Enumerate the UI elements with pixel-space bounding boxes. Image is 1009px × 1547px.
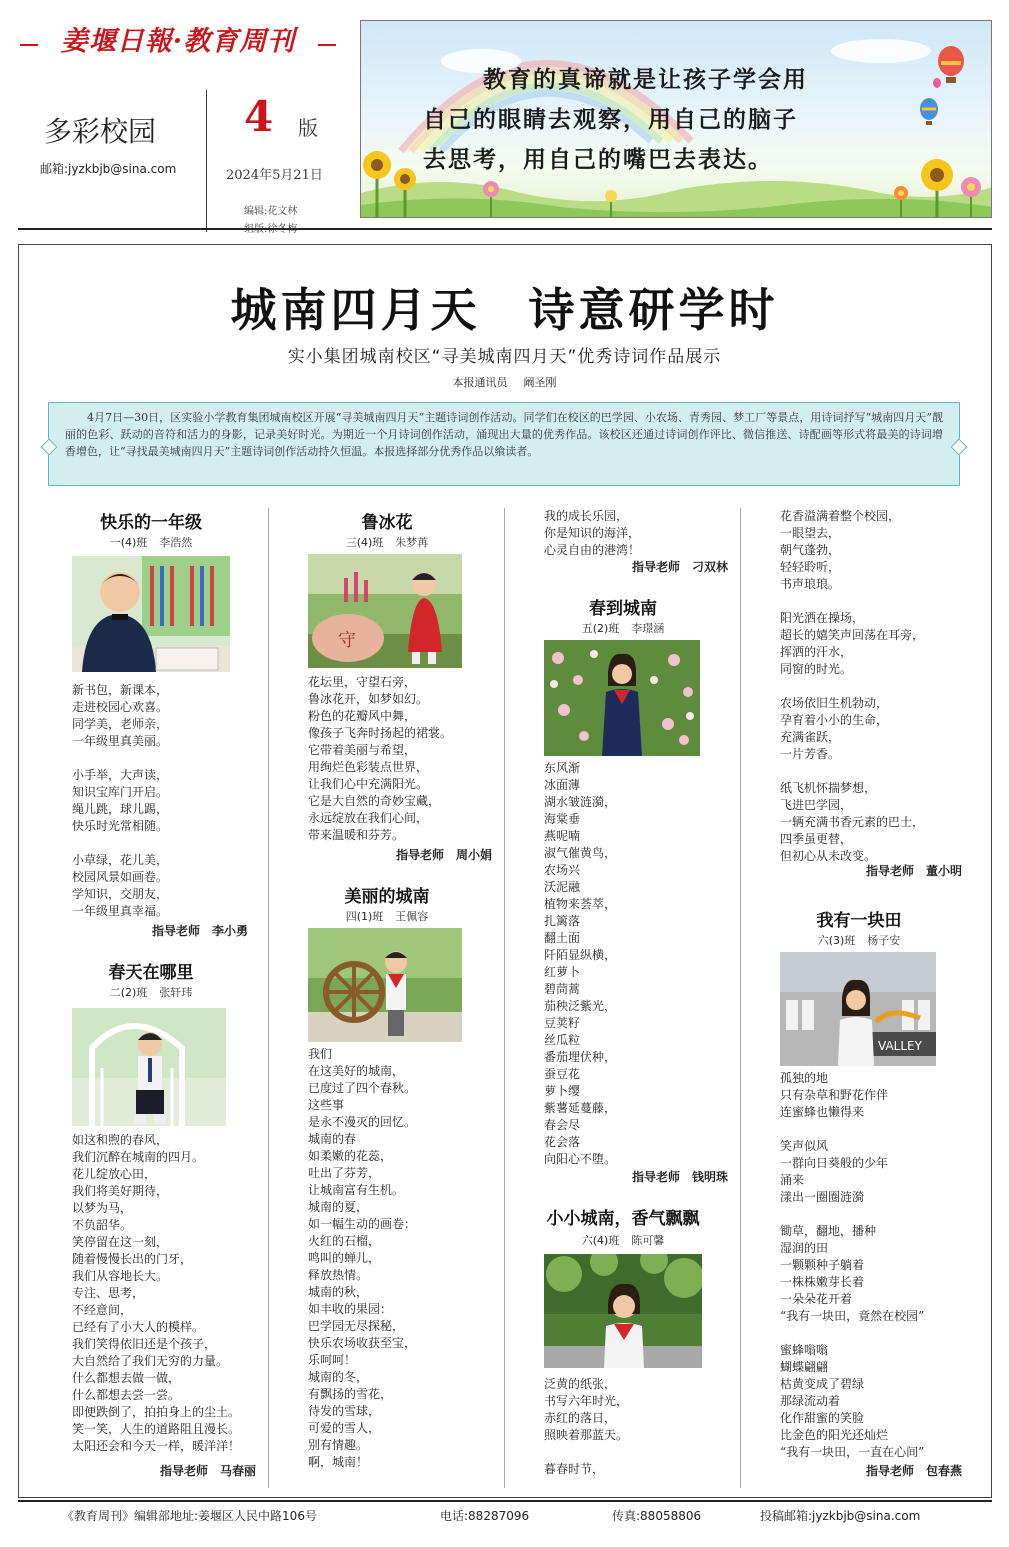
poem-line: 鸣叫的蝉儿，: [308, 1251, 381, 1265]
poem-line: 它是大自然的奇妙宝藏，: [308, 794, 441, 808]
poem-class: 二(2)班: [109, 986, 148, 999]
poem-title: 春天在哪里: [108, 963, 194, 983]
poem-line: 翻土面: [544, 931, 581, 945]
poem-line: 随着慢慢长出的门牙，: [72, 1252, 193, 1266]
poem-meta: [40, 984, 262, 1000]
quote-banner: [360, 20, 992, 218]
stanza-gap: [72, 750, 168, 767]
poem-line: 湿润的田: [780, 1241, 829, 1255]
balloon-icon: [938, 46, 964, 83]
teacher-label: 指导老师: [395, 848, 444, 862]
poem-line: 笑声似风: [780, 1139, 829, 1153]
poem-author: 张轩玮: [159, 986, 193, 999]
poem-teacher: [512, 558, 728, 575]
poem-line: 暮春时节，: [544, 1462, 605, 1476]
poem-line: 我们从容地长大。: [72, 1269, 169, 1283]
poem-meta: [512, 1232, 734, 1248]
poem-body: [72, 1132, 240, 1455]
poem-line: 一辆充满书香元素的巴士，: [780, 815, 925, 829]
poem-line: 农场兴: [544, 863, 581, 877]
poem-meta: [276, 908, 498, 924]
poem-line: 轻轻聆听，: [780, 560, 841, 574]
teacher-label: 指导老师: [631, 560, 680, 574]
stanza-gap: [780, 1325, 924, 1342]
footer-rule: [18, 1500, 992, 1502]
teacher-label: 指导老师: [865, 864, 914, 878]
poem-line: 海棠垂: [544, 812, 581, 826]
poem-line: 这些事: [308, 1098, 345, 1112]
poem-line: 用绚烂色彩装点世界，: [308, 760, 429, 774]
poem-line: 一年级里真幸福。: [72, 904, 169, 918]
poem-line: 太阳还会和今天一样，暖洋洋！: [72, 1439, 241, 1453]
poem-class: 三(4)班: [345, 536, 384, 549]
poem-author: 李浩然: [159, 536, 193, 549]
poem-line: 走进校园心欢喜。: [72, 700, 169, 714]
poem-author: 王佩容: [395, 910, 429, 923]
poem-line: 不负韶华。: [72, 1218, 133, 1232]
poem-line: 不经意间，: [72, 1303, 133, 1317]
poem-line: 我们: [308, 1047, 333, 1061]
article-byline: [0, 374, 1009, 390]
poem-line: 花香溢满着整个校园，: [780, 509, 901, 523]
poem-line: 东风渐: [544, 761, 581, 775]
poem-teacher: [512, 1168, 728, 1185]
poem-line: 城南的秋，: [308, 1285, 369, 1299]
poem-line: 蚕豆花: [544, 1067, 581, 1081]
poem-line: 萝卜缨: [544, 1084, 581, 1098]
poem-line: 花会落: [544, 1135, 581, 1149]
poem-line: 飞进巴学园，: [780, 798, 853, 812]
poem-line: 小草绿，花儿美，: [72, 853, 169, 867]
poem-author: 杨子安: [867, 934, 901, 947]
poem-line: “我有一块田，一直在心间”: [780, 1445, 925, 1459]
poem-line: 小手举，大声读，: [72, 768, 169, 782]
poem-line: 泛黄的纸张，: [544, 1377, 617, 1391]
poem-line: 阳光洒在操场，: [780, 611, 865, 625]
poem-meta: [748, 932, 970, 948]
poem-line: 大自然给了我们无穷的力量。: [72, 1354, 229, 1368]
poem-line: 知识宝库门开启。: [72, 785, 169, 799]
poem-title: 我有一块田: [816, 911, 902, 931]
poem-line: 如丰收的果园：: [308, 1302, 393, 1316]
poem-title: 快乐的一年级: [100, 513, 202, 533]
teacher-name: 刁双林: [691, 560, 728, 574]
poem-meta: [40, 534, 262, 550]
section-name: 多彩校园: [44, 115, 157, 148]
poem-line: 我的成长乐园，: [544, 509, 629, 523]
poem-body: [780, 1070, 924, 1461]
poem-line: 是永不漫灭的回忆。: [308, 1115, 417, 1129]
poem-line: 同学美，老师亲，: [72, 717, 169, 731]
poem-line: 已经有了小大人的模样。: [72, 1320, 205, 1334]
stanza-gap: [780, 678, 924, 695]
poem-line: 像孩子飞奔时扬起的裙裳。: [308, 726, 453, 740]
poem-line: 紫薯延蔓藤，: [544, 1101, 617, 1115]
poem-line: 挥洒的汗水，: [780, 645, 853, 659]
poem-class: 一(4)班: [109, 536, 148, 549]
poem-line: 化作甜蜜的笑脸: [780, 1411, 865, 1425]
poem-line: 什么都想去做一做，: [72, 1371, 181, 1385]
poem-line: 一株株嫩芽长着: [780, 1275, 865, 1289]
poem-class: 五(2)班: [581, 622, 620, 635]
teacher-label: 指导老师: [631, 1170, 680, 1184]
poem-line: 豆荚籽: [544, 1016, 581, 1030]
teacher-label: 指导老师: [865, 1464, 914, 1478]
poem-line: 啊，城南！: [308, 1455, 369, 1469]
student-photo: [308, 554, 462, 668]
poem-line: 快乐农场收获至宝，: [308, 1336, 417, 1350]
intro-box: [48, 402, 960, 486]
poem-line: 它带着美丽与希望，: [308, 743, 417, 757]
poem-line: 照映着那蓝天。: [544, 1428, 629, 1442]
poem-line: 快乐时光常相随。: [72, 819, 169, 833]
poem-line: 书声琅琅。: [780, 577, 841, 591]
poem-title: 小小城南，香气飘飘: [546, 1209, 700, 1229]
poem-line: 碧茼蒿: [544, 982, 581, 996]
poem-line: 春会尽: [544, 1118, 581, 1132]
poem-line: 锄草，翻地，播种: [780, 1224, 877, 1238]
stanza-gap: [72, 835, 168, 852]
poem-body: [780, 508, 924, 865]
poem-line: 让我们心中充满阳光。: [308, 777, 429, 791]
poem-line: 连蜜蜂也懒得来: [780, 1105, 865, 1119]
intro-text: 4月7日—30日，区实验小学教育集团城南校区开展“寻美城南四月天”主题诗词创作活动。同学们在校区的巴学园、小农场、青秀园、梦工厂等景点，用诗词抒写“城南四月天”靓丽的色彩、跃动的音符和活力的身影，记录美好时光。为期近一个月诗词创作活动，涌现出大量的优秀作品。该校区还通过诗词创作评比、微信推送、诗配画等形式将最美的诗词增香增色，让“寻找最美城南四月天”主题诗词创作活动持久恒温。本报选择部分优秀作品以飨读者。: [65, 411, 943, 458]
poem-line: 带来温暖和芬芳。: [308, 828, 405, 842]
poem-line: 孤独的地: [780, 1071, 829, 1085]
mailbox: 邮箱:jyzkbjb@sina.com: [40, 162, 177, 176]
stone-inscription: 守: [338, 630, 356, 651]
poem-line: 城南的春: [308, 1132, 357, 1146]
poem-line: 笑停留在这一刻，: [72, 1235, 169, 1249]
balloon-icon: [933, 78, 941, 88]
poem-line: 别有情趣。: [308, 1438, 369, 1452]
stanza-gap: [780, 1206, 924, 1223]
poem-title: 美丽的城南: [344, 887, 430, 907]
article-title: [0, 274, 1009, 340]
banner-quote-line-1: 教育的真谛就是让孩子学会用: [483, 67, 808, 93]
teacher-name: 周小娟: [455, 848, 492, 862]
poem-line: 蝴蝶翩翩: [780, 1360, 829, 1374]
poem-line: 我们笑得依旧还是个孩子，: [72, 1337, 217, 1351]
poem-line: 城南的冬，: [308, 1370, 369, 1384]
poem-line: 植物来荟萃，: [544, 897, 617, 911]
poem-author: 陈可馨: [631, 1234, 665, 1247]
student-photo: [308, 928, 462, 1042]
poem-line: 蜜蜂嗡嗡: [780, 1343, 829, 1357]
poem-line: 花儿绽放心田，: [72, 1167, 157, 1181]
poem-line: 沃泥融: [544, 880, 581, 894]
masthead: [18, 18, 338, 218]
stanza-gap: [544, 1444, 628, 1461]
stanza-gap: [780, 593, 924, 610]
teacher-name: 马春丽: [219, 1464, 256, 1478]
teacher-name: 董小明: [925, 864, 962, 878]
byline-role: 本报通讯员: [452, 376, 508, 389]
poem-line: 书写六年时光，: [544, 1394, 629, 1408]
poem-line: 校园风景如画卷。: [72, 870, 169, 884]
poem-line: 专注、思考，: [72, 1286, 145, 1300]
poem-line: 淑气催黄鸟，: [544, 846, 617, 860]
poem-body: [72, 682, 168, 920]
poem-line: 燕呢喃: [544, 829, 581, 843]
poem-teacher: [748, 862, 962, 879]
poem-class: 四(1)班: [345, 910, 384, 923]
poem-line: 纸飞机怀揣梦想，: [780, 781, 877, 795]
article-title-part-2: 诗意研学时: [528, 283, 779, 337]
column-rule: [268, 508, 269, 1488]
poem-line: 新书包，新课本，: [72, 683, 169, 697]
stanza-gap: [780, 763, 924, 780]
poem-line: 我们将美好期待，: [72, 1184, 169, 1198]
footer-fax: 传真:88058806: [612, 1509, 702, 1523]
poem-meta: [512, 620, 734, 636]
poem-line: 赤红的落日，: [544, 1411, 617, 1425]
poem-line: 如柔嫩的花蕊，: [308, 1149, 393, 1163]
poem-line: 冰面薄: [544, 778, 581, 792]
student-photo: [780, 952, 936, 1066]
poem-line: 阡陌显纵横，: [544, 948, 617, 962]
byline-name: 阚圣刚: [523, 376, 557, 389]
poem-line: 扎篱落: [544, 914, 581, 928]
poem-line: 释放热情。: [308, 1268, 369, 1282]
poem-line: 学知识，交朋友，: [72, 887, 169, 901]
poem-class: 六(3)班: [817, 934, 856, 947]
poem-line: 粉色的花瓣风中舞，: [308, 709, 417, 723]
poem-line: 花坛里，守望石旁，: [308, 675, 417, 689]
poem-line: 有飘扬的雪花，: [308, 1387, 393, 1401]
poem-line: 巴学园无尽探秘，: [308, 1319, 405, 1333]
valley-sign: VALLEY: [878, 1039, 922, 1053]
poem-line: 枯黄变成了碧绿: [780, 1377, 865, 1391]
poem-line: 那绿流动着: [780, 1394, 841, 1408]
poem-line: 我们沉醉在城南的四月。: [72, 1150, 205, 1164]
poem-line: 待发的雪球，: [308, 1404, 381, 1418]
teacher-name: 包春燕: [925, 1464, 962, 1478]
poem-line: 让城南富有生机。: [308, 1183, 405, 1197]
poem-teacher: [276, 846, 492, 863]
poem-line: 茄秧泛紫光，: [544, 999, 617, 1013]
poem-title: 春到城南: [589, 599, 657, 619]
poem-line: 永远绽放在我们心间，: [308, 811, 429, 825]
poem-line: 已度过了四个春秋。: [308, 1081, 417, 1095]
poem-line: “我有一块田，竟然在校园”: [780, 1309, 925, 1323]
article-subtitle: 实小集团城南校区“寻美城南四月天”优秀诗词作品展示: [287, 347, 722, 367]
poem-line: 城南的夏，: [308, 1200, 369, 1214]
poem-line: 火红的石榴，: [308, 1234, 381, 1248]
poem-teacher: [40, 922, 248, 939]
poem-line: 一年级里真美丽。: [72, 734, 169, 748]
poem-line: 涌来: [780, 1173, 805, 1187]
editor: 编辑:花文林: [244, 206, 298, 217]
poem-line: 同窗的时光。: [780, 662, 853, 676]
poem-line: 一眼望去，: [780, 526, 841, 540]
poem-line: 一朵朵花开着: [780, 1292, 853, 1306]
poem-line: 一片芳香。: [780, 747, 841, 761]
poem-body: [544, 760, 616, 1168]
teacher-label: 指导老师: [159, 1464, 208, 1478]
poem-line: 吐出了芬芳，: [308, 1166, 381, 1180]
balloon-icon: [920, 98, 938, 125]
poem-line: 但初心从未改变。: [780, 849, 877, 863]
student-photo: [72, 1008, 226, 1126]
student-photo: [544, 640, 700, 756]
poem-line: 丝瓜粒: [544, 1033, 581, 1047]
poem-line: 绳儿跳，球儿踢，: [72, 802, 169, 816]
banner-quote-line-2: 自己的眼睛去观察，用自己的脑子: [423, 107, 798, 133]
poem-line: 乐呵呵！: [308, 1353, 357, 1367]
article-title-part-1: 城南四月天: [230, 283, 481, 337]
column-rule: [740, 508, 741, 1488]
poem-body: [544, 508, 640, 559]
poem-line: 什么都想去尝一尝。: [72, 1388, 181, 1402]
publish-date: 2024年5月21日: [226, 168, 323, 183]
poem-line: 即便跌倒了，拍拍身上的尘土。: [72, 1405, 241, 1419]
poem-line: 向阳心不堕。: [544, 1152, 617, 1166]
poem-line: 鲁冰花开，如梦如幻。: [308, 692, 429, 706]
poem-line: 番茄埋伏种，: [544, 1050, 617, 1064]
poem-line: 只有杂草和野花作伴: [780, 1088, 889, 1102]
poem-line: 比金色的阳光还灿烂: [780, 1428, 889, 1442]
poem-line: 可爱的雪人，: [308, 1421, 381, 1435]
poem-line: 心灵自由的港湾！: [544, 543, 641, 557]
poem-line: 农场依旧生机勃动，: [780, 696, 889, 710]
poem-line: 漾出一圈圈涟漪: [780, 1190, 865, 1204]
poem-line: 孕育着小小的生命，: [780, 713, 889, 727]
footer-phone: 电话:88287096: [440, 1509, 530, 1523]
poem-line: 朝气蓬勃，: [780, 543, 841, 557]
teacher-name: 钱明珠: [691, 1170, 728, 1184]
paper-name: 姜堰日報·教育周刊: [60, 26, 296, 57]
poem-line: 你是知识的海洋，: [544, 526, 641, 540]
poem-line: 红萝卜: [544, 965, 581, 979]
student-photo: [72, 556, 230, 672]
poem-class: 六(4)班: [581, 1234, 620, 1247]
poem-line: 以梦为马，: [72, 1201, 133, 1215]
masthead-divider: [206, 90, 207, 232]
poem-line: 如一幅生动的画卷：: [308, 1217, 417, 1231]
masthead-rule-right: [318, 44, 336, 46]
poem-line: 超长的嬉笑声回荡在耳旁，: [780, 628, 925, 642]
stanza-gap: [780, 1121, 924, 1138]
poem-teacher: [748, 1462, 962, 1479]
poem-line: 四季虽更替，: [780, 832, 853, 846]
poem-line: 一群向日葵般的少年: [780, 1156, 889, 1170]
column-rule: [504, 508, 505, 1488]
banner-quote-line-3: 去思考，用自己的嘴巴去表达。: [423, 147, 773, 173]
poem-line: 笑一笑，人生的道路阻且漫长。: [72, 1422, 241, 1436]
poem-line: 在这美好的城南，: [308, 1064, 405, 1078]
poem-line: 充满雀跃，: [780, 730, 841, 744]
teacher-label: 指导老师: [151, 924, 200, 938]
poem-author: 李璟涵: [631, 622, 665, 635]
poem-line: 湖水皱涟漪，: [544, 795, 617, 809]
student-photo: [544, 1254, 702, 1368]
teacher-name: 李小勇: [211, 924, 248, 938]
page-unit: 版: [298, 116, 318, 140]
header-rule: [18, 228, 992, 230]
poem-body: [308, 674, 452, 844]
poem-teacher: [40, 1462, 256, 1479]
poem-author: 朱梦苒: [395, 536, 429, 549]
poem-line: 如这和煦的春风，: [72, 1133, 169, 1147]
page-number: 4: [244, 92, 274, 141]
poem-title: 鲁冰花: [361, 513, 413, 533]
poem-body: [308, 1046, 416, 1471]
poem-meta: [276, 534, 498, 550]
poem-line: 一颗颗种子躺着: [780, 1258, 865, 1272]
poem-body: [544, 1376, 628, 1478]
footer-address: 《教育周刊》编辑部地址:姜堰区人民中路106号: [62, 1509, 317, 1523]
footer-email[interactable]: 投稿邮箱:jyzkbjb@sina.com: [760, 1509, 921, 1523]
